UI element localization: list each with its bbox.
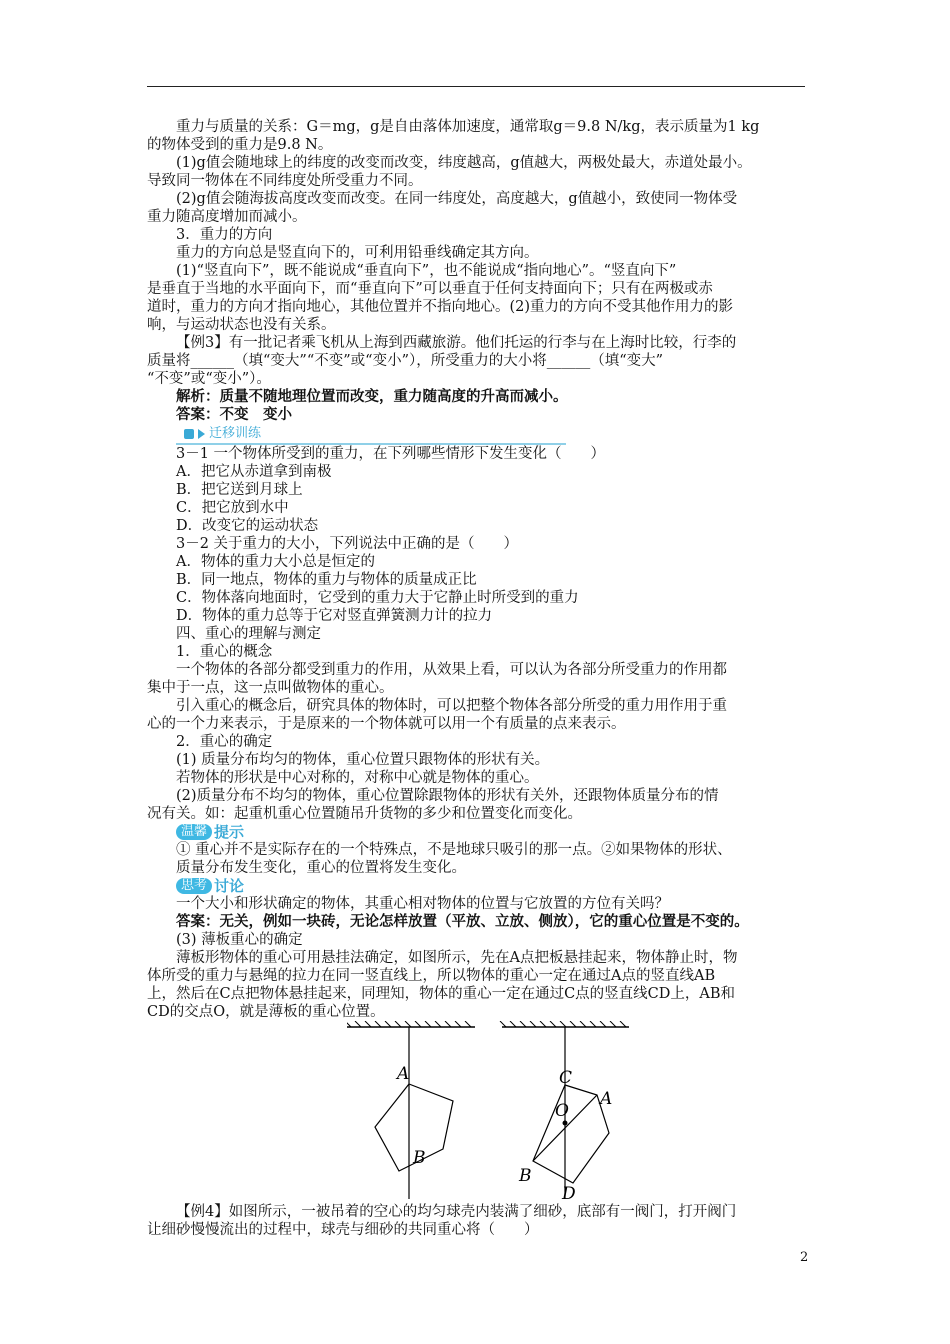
text-line: 2．重心的确定 [176, 734, 273, 750]
text-line: ① 重心并不是实际存在的一个特殊点，不是地球只吸引的那一点。②如果物体的形状、 [176, 842, 732, 858]
page-number: 2 [800, 1250, 809, 1265]
text-line: 3－1 一个物体所受到的重力，在下列哪些情形下发生变化（ ） [176, 446, 606, 462]
text-line: 引入重心的概念后，研究具体的物体时，可以把整个物体各部分所受的重力用作用于重 [176, 698, 727, 714]
tip-pill: 温馨 [176, 824, 212, 840]
suspension-diagram [347, 1021, 687, 1203]
text-line: (2)g值会随海拔高度改变而改变。在同一纬度处，高度越大，g值越小，致使同一物体受 [176, 191, 738, 207]
text-line: 薄板形物体的重心可用悬挂法确定，如图所示，先在A点把板悬挂起来，物体静止时，物 [176, 950, 738, 966]
section-tip [147, 841, 815, 877]
text-line: A．物体的重力大小总是恒定的 [176, 554, 375, 570]
text-line: C．物体落向地面时，它受到的重力大于它静止时所受到的重力 [176, 590, 579, 606]
text-line: 1．重心的概念 [176, 644, 273, 660]
text-line: D．改变它的运动状态 [176, 518, 319, 534]
text-line: 3－2 关于重力的大小，下列说法中正确的是（ ） [176, 536, 519, 552]
label-D: D [562, 1184, 576, 1203]
header-rule [147, 86, 805, 87]
text-line: 答案：无关，例如一块砖，无论怎样放置（平放、立放、侧放），它的重心位置是不变的。 [176, 913, 749, 930]
text-line: D．物体的重力总等于它对竖直弹簧测力计的拉力 [176, 608, 493, 624]
text-line: 重力与质量的关系：G＝mg，g是自由落体加速度，通常取g＝9.8 N/kg，表示质量为1 kg [176, 119, 760, 135]
text-line: 一个物体的各部分都受到重力的作用，从效果上看，可以认为各部分所受重力的作用都 [176, 662, 727, 678]
text-line: CD的交点O，就是薄板的重心位置。 [147, 1004, 385, 1020]
text-line: 答案：不变 变小 [176, 406, 292, 423]
discuss-label: 讨论 [214, 877, 245, 895]
section-exercises [147, 445, 815, 823]
text-line: 【例4】如图所示，一被吊着的空心的均匀球壳内装满了细砂，底部有一阀门，打开阀门 [176, 1204, 737, 1220]
section-example4 [147, 1203, 815, 1239]
discuss-pill: 思考 [176, 878, 212, 894]
label-A-right: A [600, 1089, 613, 1109]
text-line: 质量分布发生变化，重心的位置将发生变化。 [176, 860, 466, 876]
migration-tag [176, 425, 261, 443]
section-gravity [147, 118, 815, 424]
text-line: (1) 质量分布均匀的物体，重心位置只跟物体的形状有关。 [176, 752, 550, 768]
text-line: 是垂直于当地的水平面向下，而“垂直向下”可以垂直于任何支持面向下；只有在两极或赤 [147, 281, 713, 297]
text-line: 重力随高度增加而减小。 [147, 209, 307, 225]
text-line: 的物体受到的重力是9.8 N。 [147, 137, 333, 153]
suspension-figure [147, 1021, 815, 1203]
label-O: O [555, 1101, 569, 1121]
tip-label: 提示 [214, 823, 245, 841]
migration-banner [176, 424, 566, 445]
text-line: 上，然后在C点把物体悬挂起来，同理知，物体的重心一定在通过C点的竖直线CD上，AB和 [147, 986, 736, 1002]
page-content [147, 118, 815, 1239]
text-line: (3) 薄板重心的确定 [176, 932, 303, 948]
discuss-banner [147, 877, 815, 895]
text-line: A．把它从赤道拿到南极 [176, 464, 332, 480]
text-line: C．把它放到水中 [176, 500, 289, 516]
text-line: 重力的方向总是竖直向下的，可利用铅垂线确定其方向。 [176, 245, 539, 261]
text-line: 道时，重力的方向才指向地心，其他位置并不指向地心。(2)重力的方向不受其他作用力的影 [147, 299, 734, 315]
text-line: 体所受的重力与悬绳的拉力在同一竖直线上，所以物体的重心一定在通过A点的竖直线AB [147, 968, 716, 984]
text-line: 响，与运动状态也没有关系。 [147, 317, 336, 333]
text-line: 心的一个力来表示，于是原来的一个物体就可以用一个有质量的点来表示。 [147, 716, 626, 732]
label-B-left: B [413, 1148, 426, 1168]
square-icon [184, 429, 194, 439]
text-line: 【例3】有一批记者乘飞机从上海到西藏旅游。他们托运的行李与在上海时比较，行李的 [176, 335, 737, 351]
text-line: 四、重心的理解与测定 [176, 626, 321, 642]
text-line: (1)“竖直向下”，既不能说成“垂直向下”，也不能说成“指向地心”。“竖直向下” [176, 263, 677, 279]
text-line: 若物体的形状是中心对称的，对称中心就是物体的重心。 [176, 770, 539, 786]
migration-label: 迁移训练 [209, 426, 262, 441]
text-line: 况有关。如：起重机重心位置随吊升货物的多少和位置变化而变化。 [147, 806, 582, 822]
text-line: B．把它送到月球上 [176, 482, 303, 498]
text-line: 解析：质量不随地理位置而改变，重力随高度的升高而减小。 [176, 388, 568, 405]
text-line: 让细砂慢慢流出的过程中，球壳与细砂的共同重心将（ ） [147, 1222, 539, 1238]
text-line: 一个大小和形状确定的物体，其重心相对物体的位置与它放置的方位有关吗？ [176, 896, 669, 912]
text-line: “不变”或“变小”）。 [147, 371, 271, 387]
text-line: 3．重力的方向 [176, 227, 273, 243]
text-line: 质量将______（填“变大”“不变”或“变小”），所受重力的大小将______（填“变大” [147, 353, 664, 369]
text-line: B．同一地点，物体的重力与物体的质量成正比 [176, 572, 477, 588]
text-line: 集中于一点，这一点叫做物体的重心。 [147, 680, 394, 696]
label-A-left: A [397, 1064, 410, 1084]
play-icon [198, 429, 205, 439]
label-B-right: B [519, 1166, 532, 1186]
label-C: C [559, 1068, 573, 1088]
tip-banner [147, 823, 815, 841]
section-discuss [147, 895, 815, 1021]
text-line: (2)质量分布不均匀的物体，重心位置除跟物体的形状有关外，还跟物体质量分布的情 [176, 788, 719, 804]
text-line: (1)g值会随地球上的纬度的改变而改变，纬度越高，g值越大，两极处最大，赤道处最小。 [176, 155, 752, 171]
text-line: 导致同一物体在不同纬度处所受重力不同。 [147, 173, 423, 189]
